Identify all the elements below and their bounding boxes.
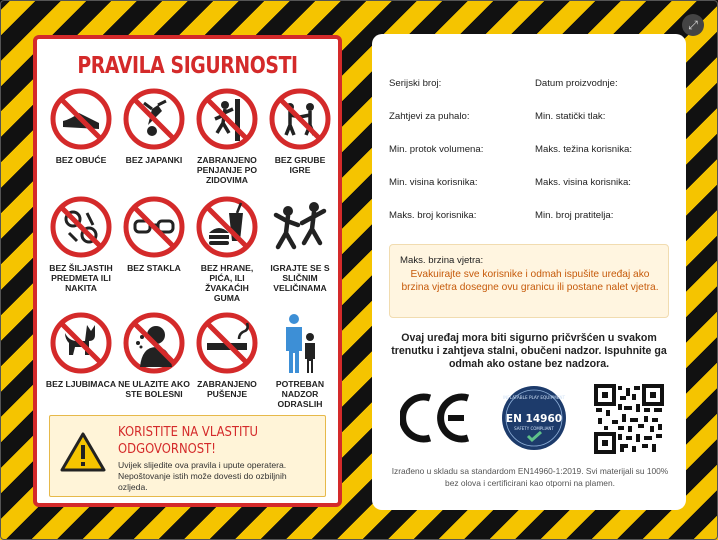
rule-label: NE ULAZITE AKO STE BOLESNI bbox=[118, 379, 190, 399]
rule-no-climbing bbox=[191, 87, 263, 185]
spec-max-user-height: Maks. visina korisnika: bbox=[535, 177, 631, 188]
rule-label: BEZ LJUBIMACA bbox=[45, 379, 117, 389]
compliance-footer: Izrađeno u skladu sa standardom EN14960-1:2019. Svi materijali su 100% bez olova i certificirani kao otporni na plamen. bbox=[391, 466, 669, 488]
certification-marks bbox=[398, 382, 668, 458]
rule-label: BEZ JAPANKI bbox=[125, 155, 183, 165]
rule-label: IGRAJTE SE S SLIČNIM VELIČINAMA bbox=[270, 263, 330, 293]
rule-no-rough-play bbox=[264, 87, 336, 175]
no-smoking-icon bbox=[195, 311, 259, 375]
expand-icon[interactable]: ⤢ bbox=[682, 14, 704, 36]
rule-label: ZABRANJENO PUŠENJE bbox=[197, 379, 257, 399]
panel-title: PRAVILA SIGURNOSTI bbox=[77, 53, 298, 79]
no-sick-icon bbox=[122, 311, 186, 375]
rule-no-shoes bbox=[45, 87, 117, 165]
no-climbing-icon bbox=[195, 87, 259, 151]
spec-min-static-pressure: Min. statički tlak: bbox=[535, 111, 606, 122]
specifications-panel bbox=[372, 34, 686, 510]
adult-supervision-icon bbox=[268, 311, 332, 375]
rule-label: BEZ STAKLA bbox=[127, 263, 181, 273]
badge-main-text: EN 14960 bbox=[505, 413, 563, 425]
warning-triangle-icon bbox=[60, 432, 106, 472]
similar-size-play-icon bbox=[268, 195, 332, 259]
rule-no-glasses bbox=[118, 195, 190, 273]
rule-adult-supervision bbox=[264, 311, 336, 409]
spec-min-volume-flow: Min. protok volumena: bbox=[389, 144, 484, 155]
spec-blower-requirements: Zahtjevi za puhalo: bbox=[389, 111, 470, 122]
no-food-drink-icon bbox=[195, 195, 259, 259]
rule-no-sick bbox=[118, 311, 190, 399]
rule-label: BEZ HRANE, PIĆA, ILI ŽVAKAĆIH GUMA bbox=[200, 263, 254, 303]
warning-box bbox=[49, 415, 326, 497]
rule-label: ZABRANJENO PENJANJE PO ZIDOVIMA bbox=[196, 155, 258, 185]
warning-title: KORISTITE NA VLASTITU ODGOVORNOST! bbox=[118, 424, 259, 457]
no-sharp-objects-icon bbox=[49, 195, 113, 259]
spec-max-user-weight: Maks. težina korisnika: bbox=[535, 144, 633, 155]
badge-bottom-text: SAFETY COMPLIANT bbox=[514, 426, 554, 431]
no-flipping-icon bbox=[122, 87, 186, 151]
rule-label: BEZ ŠILJASTIH PREDMETA ILI NAKITA bbox=[49, 263, 113, 293]
qr-code-icon bbox=[594, 384, 664, 454]
rule-label: POTREBAN NADZOR ODRASLIH bbox=[275, 379, 325, 409]
spec-min-attendants: Min. broj pratitelja: bbox=[535, 210, 614, 221]
wind-text: Evakuirajte sve korisnike i odmah ispušite uređaj ako brzina vjetra dosegne ovu granicu ili postane nalet vjetra. bbox=[401, 269, 659, 293]
badge-top-text: INFLATABLE PLAY EQUIPMENT bbox=[502, 395, 566, 400]
wind-warning-box bbox=[389, 244, 669, 318]
spec-min-user-height: Min. visina korisnika: bbox=[389, 177, 478, 188]
supervision-notice: Ovaj uređaj mora biti sigurno pričvršćen u svakom trenutku i zahtjeva stalni, obučeni nadzor. Ispuhnite ga odmah ako ostane bez nadzora. bbox=[391, 332, 667, 370]
rule-no-flipping bbox=[118, 87, 190, 165]
rule-no-food-drink bbox=[191, 195, 263, 303]
safety-rules-panel bbox=[33, 35, 342, 507]
spec-max-users: Maks. broj korisnika: bbox=[389, 210, 477, 221]
en14960-badge-icon bbox=[500, 384, 568, 452]
warning-text: Uvijek slijedite ova pravila i upute operatera. Nepoštovanje istih može dovesti do ozbiljnih ozljeda. bbox=[118, 460, 287, 492]
no-rough-play-icon bbox=[268, 87, 332, 151]
rule-label: BEZ GRUBE IGRE bbox=[274, 155, 326, 175]
no-glasses-icon bbox=[122, 195, 186, 259]
no-shoes-icon bbox=[49, 87, 113, 151]
rule-similar-size bbox=[264, 195, 336, 293]
spec-manufacture-date: Datum proizvodnje: bbox=[535, 78, 618, 89]
rule-no-pets bbox=[45, 311, 117, 389]
rule-no-smoking bbox=[191, 311, 263, 399]
spec-serial-number: Serijski broj: bbox=[389, 78, 442, 89]
wind-label: Maks. brzina vjetra: bbox=[400, 255, 484, 266]
ce-mark-icon bbox=[400, 392, 472, 444]
rule-label: BEZ OBUĆE bbox=[55, 155, 107, 165]
no-pets-icon bbox=[49, 311, 113, 375]
rule-no-sharp-objects bbox=[45, 195, 117, 293]
